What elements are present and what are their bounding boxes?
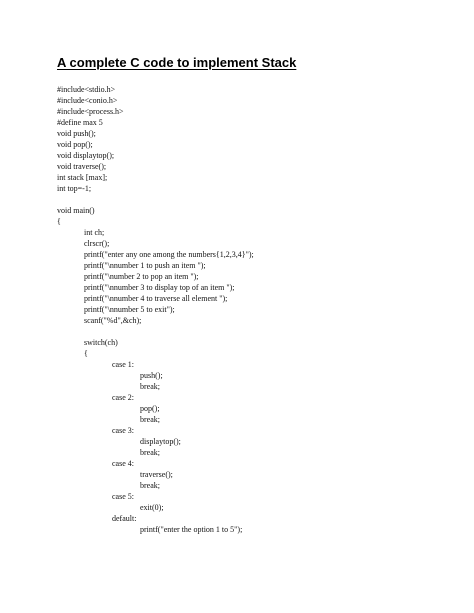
code-line: clrscr(); bbox=[84, 239, 110, 248]
code-line: case 5: bbox=[112, 492, 134, 501]
code-line: printf("\nnumber 4 to traverse all element "); bbox=[84, 294, 228, 303]
code-line: printf("enter any one among the numbers{1,2,3,4}"); bbox=[84, 250, 254, 259]
code-line: case 4: bbox=[112, 459, 134, 468]
code-line: case 1: bbox=[112, 360, 134, 369]
code-line: break; bbox=[140, 448, 160, 457]
code-line: void main() bbox=[57, 206, 95, 215]
code-line: int top=-1; bbox=[57, 184, 92, 193]
code-line: #define max 5 bbox=[57, 118, 103, 127]
code-line: printf("enter the option 1 to 5"); bbox=[140, 525, 243, 534]
code-line: pop(); bbox=[140, 404, 160, 413]
code-line: printf("\nnumber 3 to display top of an item "); bbox=[84, 283, 235, 292]
code-line: printf("\number 2 to pop an item "); bbox=[84, 272, 199, 281]
code-line: printf("\nnumber 1 to push an item "); bbox=[84, 261, 206, 270]
code-line: { bbox=[84, 349, 88, 358]
code-line: break; bbox=[140, 382, 160, 391]
code-line: default: bbox=[112, 514, 137, 523]
code-line: { bbox=[57, 217, 61, 226]
code-line: void traverse(); bbox=[57, 162, 107, 171]
code-line: int ch; bbox=[84, 228, 105, 237]
code-line: case 2: bbox=[112, 393, 134, 402]
document-title: A complete C code to implement Stack bbox=[57, 55, 297, 70]
code-line: int stack [max]; bbox=[57, 173, 108, 182]
code-line: void pop(); bbox=[57, 140, 93, 149]
code-line: push(); bbox=[140, 371, 163, 380]
blank-line bbox=[57, 326, 457, 337]
code-line: exit(0); bbox=[140, 503, 164, 512]
code-line: #include<process.h> bbox=[57, 107, 124, 116]
code-line: void push(); bbox=[57, 129, 96, 138]
blank-line bbox=[57, 194, 457, 205]
code-line: switch(ch) bbox=[84, 338, 118, 347]
code-line: displaytop(); bbox=[140, 437, 181, 446]
code-line: scanf("%d",&ch); bbox=[84, 316, 142, 325]
code-listing bbox=[57, 84, 457, 535]
code-line: traverse(); bbox=[140, 470, 173, 479]
code-line: break; bbox=[140, 415, 160, 424]
code-line: case 3: bbox=[112, 426, 134, 435]
code-line: void displaytop(); bbox=[57, 151, 115, 160]
code-line: printf("\nnumber 5 to exit"); bbox=[84, 305, 175, 314]
code-line: #include<conio.h> bbox=[57, 96, 118, 105]
code-line: break; bbox=[140, 481, 160, 490]
code-line: #include<stdio.h> bbox=[57, 85, 116, 94]
